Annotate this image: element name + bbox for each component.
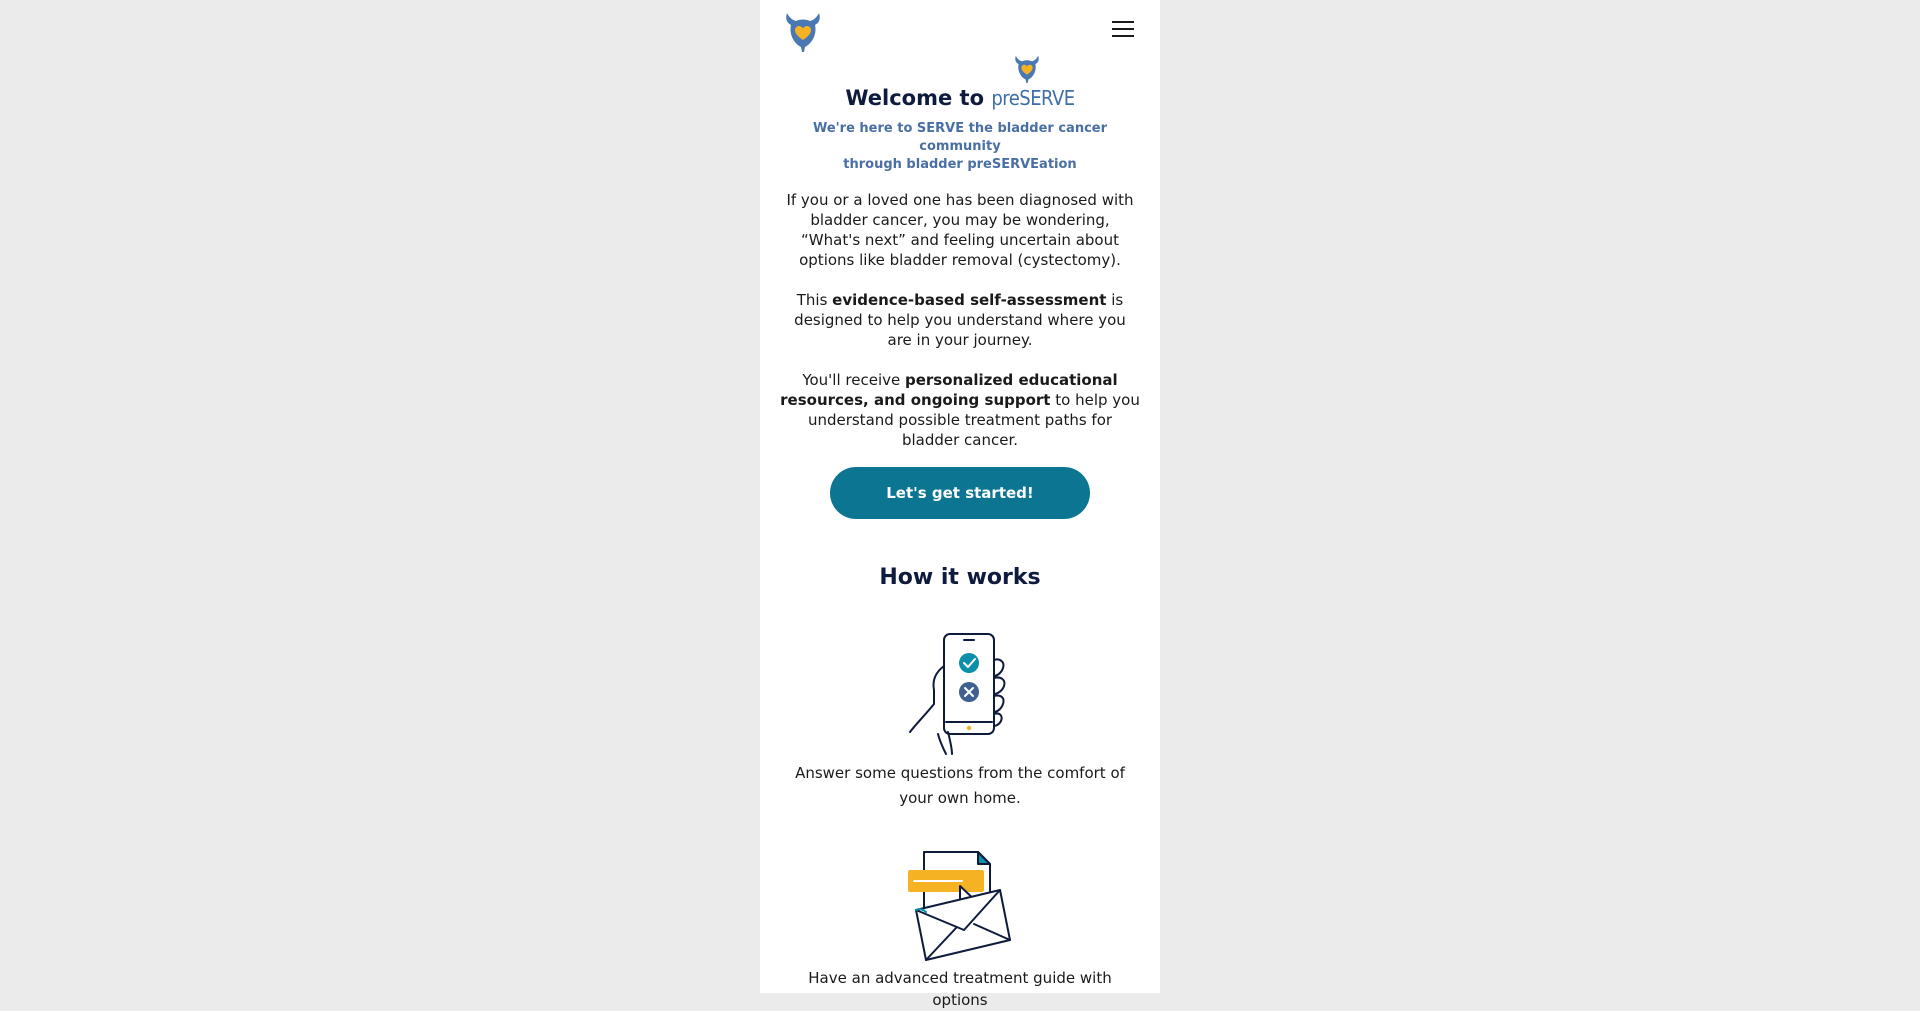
step-2-text: Have an advanced treatment guide with options	[808, 969, 1112, 1009]
hamburger-menu-icon[interactable]	[1112, 21, 1134, 39]
resources-paragraph	[780, 370, 1140, 450]
tagline-line2: through bladder preSERVEation	[843, 157, 1077, 172]
how-it-works-title: How it works	[879, 565, 1041, 590]
phone-in-hand-icon	[908, 632, 1012, 756]
resources-prefix: You'll receive	[802, 371, 905, 389]
step-1-text: Answer some questions from the comfort of your own home.	[795, 764, 1125, 807]
bladder-heart-icon	[1013, 54, 1041, 84]
resources-suffix: to help you understand possible treatment paths for bladder cancer.	[807, 391, 1140, 449]
get-started-button[interactable]: Let's get started!	[830, 467, 1090, 519]
document-envelope-icon	[906, 850, 1014, 962]
assessment-bold: evidence-based self-assessment	[832, 291, 1107, 309]
assessment-prefix: This	[796, 291, 833, 309]
hero-section	[760, 84, 1160, 519]
assessment-suffix: is designed to help you understand where you are in your journey.	[794, 291, 1126, 349]
resources-bold: personalized educational resources, and ongoing support	[780, 371, 1118, 409]
brand-name: preSERVE	[991, 86, 1075, 110]
bladder-heart-icon[interactable]	[783, 11, 823, 53]
assessment-paragraph	[780, 290, 1140, 350]
mobile-page	[760, 0, 1160, 1009]
tagline-line1: We're here to SERVE the bladder cancer community	[812, 121, 1108, 154]
top-bar	[760, 0, 1160, 62]
welcome-heading	[760, 84, 1160, 112]
tagline	[780, 120, 1140, 174]
intro-paragraph: If you or a loved one has been diagnosed with bladder cancer, you may be wondering, “What's next” and feeling uncertain about options like bladder removal (cystectomy).	[786, 191, 1134, 269]
brand-wordmark	[991, 84, 1074, 112]
welcome-prefix: Welcome to	[845, 86, 984, 110]
